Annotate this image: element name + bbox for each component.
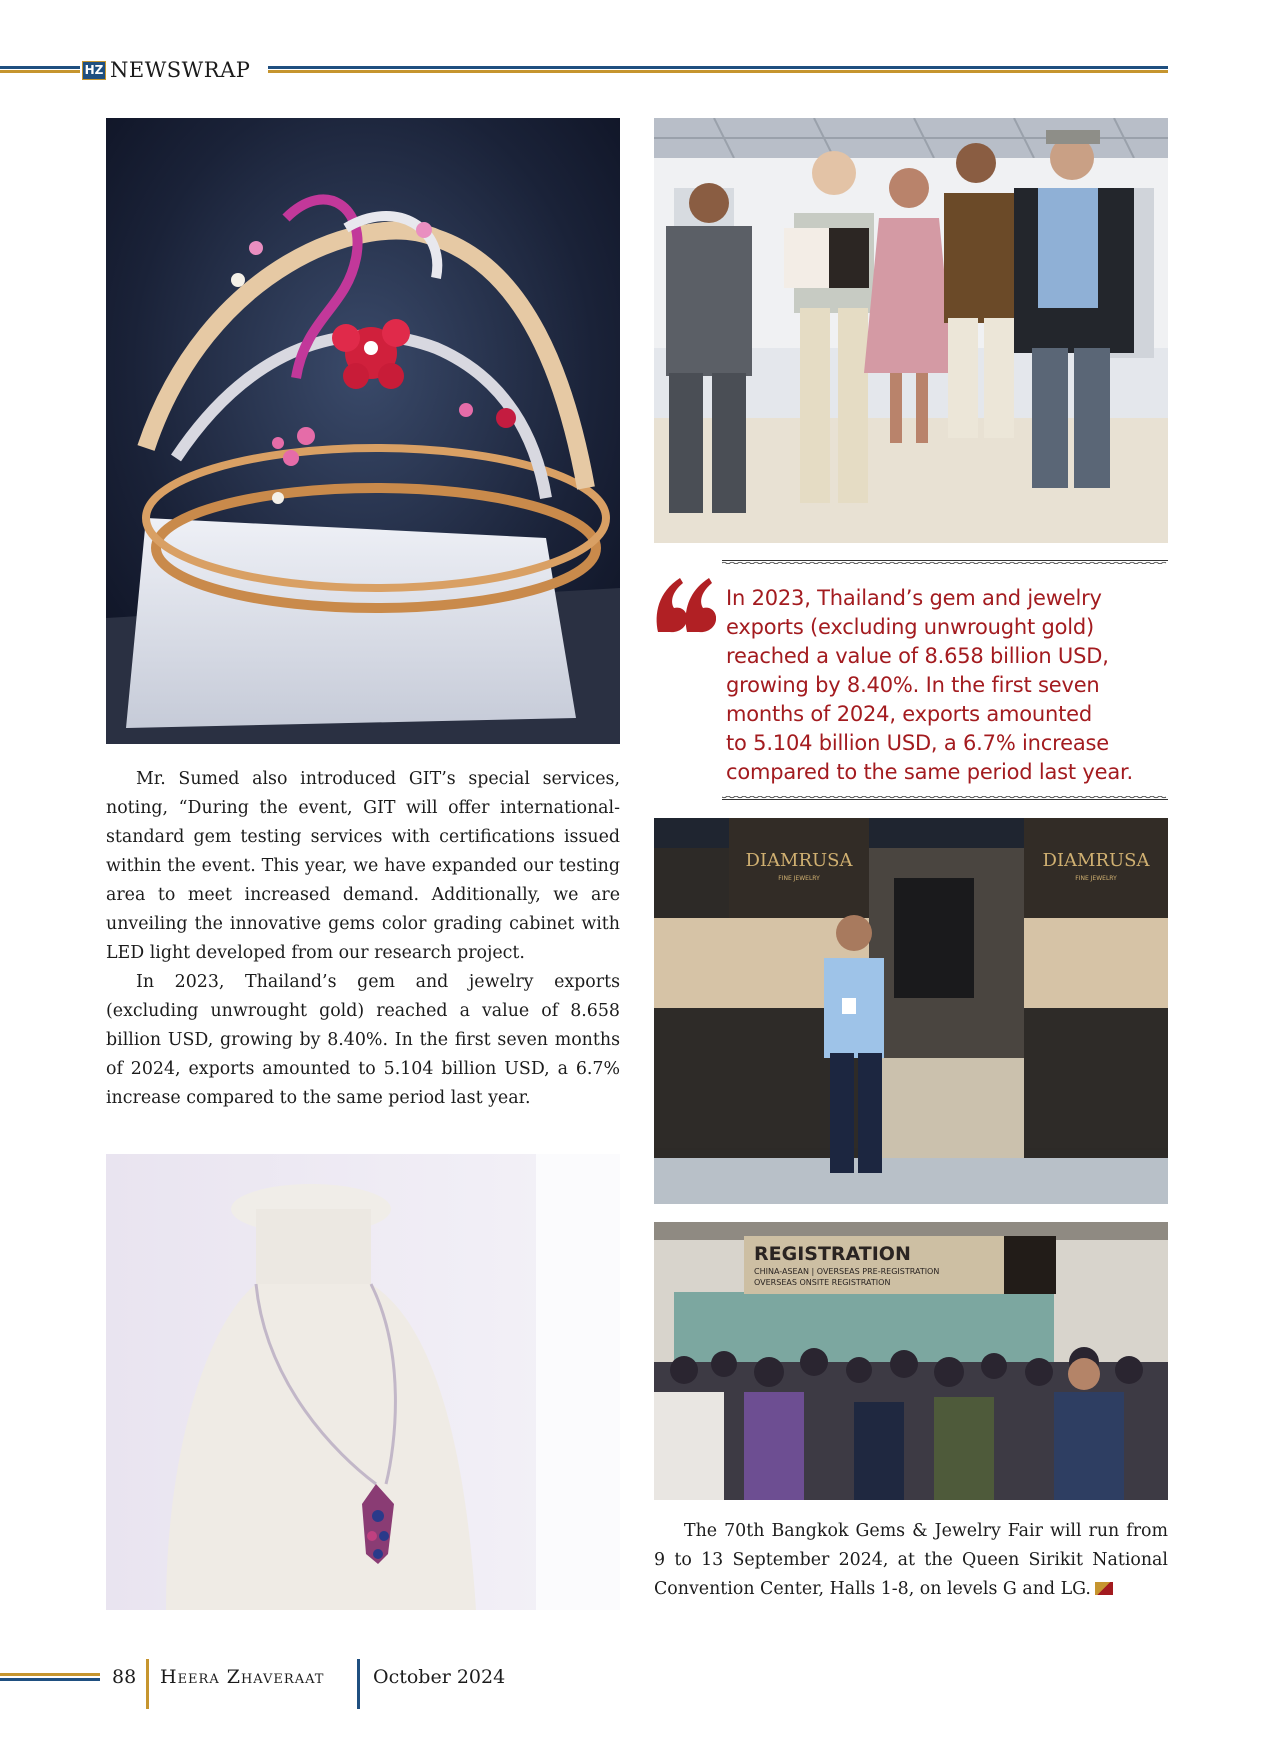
booth-sign-right-sub: FINE JEWELRY (1075, 875, 1117, 882)
quote-rule-top (722, 560, 1168, 564)
registration-sign-sub-1: CHINA-ASEAN | OVERSEAS PRE-REGISTRATION (754, 1267, 940, 1276)
issue-date: October 2024 (373, 1666, 506, 1688)
article-paragraph: In 2023, Thailand’s gem and jewelry exports (excluding unwrought gold) reached a value of 8.658 billion USD, growing by 8.40%. In the first seven months of 2024, exports amounted to 5.104 billion USD, a 6.7% increase compared to the same period last year. (106, 972, 620, 1108)
article-body (106, 765, 620, 1113)
bangle-photo (106, 118, 620, 744)
header-rule-right (268, 66, 1168, 76)
pull-quote-line: growing by 8.40%. In the first seven (726, 673, 1100, 697)
section-title: NEWSWRAP (110, 58, 251, 82)
registration-sign-sub-2: OVERSEAS ONSITE REGISTRATION (754, 1278, 891, 1287)
necklace-photo (106, 1154, 620, 1610)
footer-rule (0, 1673, 100, 1683)
end-mark-icon (1095, 1582, 1113, 1595)
people-group-photo (654, 118, 1168, 543)
footer-divider (357, 1659, 360, 1709)
pull-quote-line: reached a value of 8.658 billion USD, (726, 644, 1109, 668)
event-caption-text: The 70th Bangkok Gems & Jewelry Fair will run from 9 to 13 September 2024, at the Queen Sirikit National Convention Center, Halls 1-8, on levels G and LG. (654, 1521, 1168, 1599)
article-paragraph: Mr. Sumed also introduced GIT’s special services, noting, “During the event, GIT will offer international-standard gem testing services with certifications issued within the event. This year, we have expanded our testing area to meet increased demand. Additionally, we are unveiling the innovative gems color grading cabinet with LED light developed from our research project. (106, 769, 620, 963)
booth-sign-left-sub: FINE JEWELRY (778, 875, 820, 882)
pull-quote-line: In 2023, Thailand’s gem and jewelry (726, 586, 1102, 610)
magazine-name: Heera Zhaveraat (160, 1666, 325, 1688)
event-caption (654, 1517, 1168, 1604)
page-number: 88 (112, 1666, 137, 1688)
quote-mark-icon (654, 574, 716, 634)
magazine-logo-icon: HZ (82, 61, 106, 80)
registration-area-photo (654, 1222, 1168, 1500)
booth-sign-right: DIAMRUSA (1042, 850, 1150, 871)
pull-quote (726, 584, 1178, 787)
registration-sign: REGISTRATION (754, 1243, 911, 1265)
pull-quote-line: to 5.104 billion USD, a 6.7% increase (726, 731, 1109, 755)
booth-photo (654, 818, 1168, 1204)
pull-quote-line: months of 2024, exports amounted (726, 702, 1093, 726)
quote-rule-bottom (722, 796, 1168, 800)
booth-sign-left: DIAMRUSA (745, 850, 853, 871)
pull-quote-line: exports (excluding unwrought gold) (726, 615, 1095, 639)
pull-quote-line: compared to the same period last year. (726, 760, 1134, 784)
header-rule-left (0, 66, 80, 76)
footer-divider (146, 1659, 149, 1709)
